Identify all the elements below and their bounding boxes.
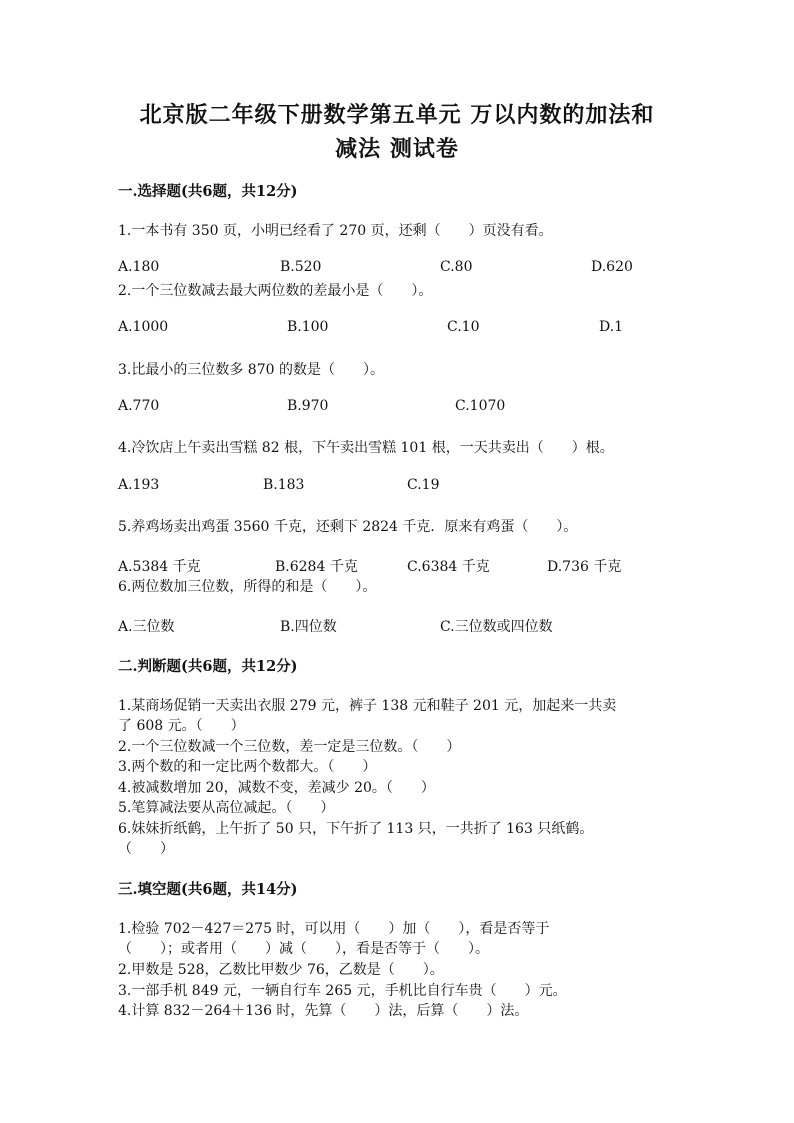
fill-line: 2.甲数是 528，乙数比甲数少 76，乙数是（ ）。 xyxy=(118,962,444,978)
fill-line: 3.一部手机 849 元，一辆自行车 265 元，手机比自行车贵（ ）元。 xyxy=(118,983,567,999)
question-stem: 6.两位数加三位数，所得的和是（ ）。 xyxy=(118,579,377,595)
judge-line: 了 608 元。（ ） xyxy=(118,718,245,734)
option: B.520 xyxy=(280,259,322,275)
option: D.1 xyxy=(599,319,624,335)
judge-line: 6.妹妹折纸鹤，上午折了 50 只，下午折了 113 只，一共折了 163 只纸鹤。 xyxy=(118,821,594,837)
exam-title-line1: 北京版二年级下册数学第五单元 万以内数的加法和 xyxy=(139,102,655,128)
question-stem: 3.比最小的三位数多 870 的数是（ ）。 xyxy=(118,362,384,378)
option: A.180 xyxy=(118,259,160,275)
section-heading-choice: 一.选择题(共6题，共12分) xyxy=(118,183,298,200)
option: D.620 xyxy=(591,259,633,275)
section-heading-fill: 三.填空题(共6题，共14分) xyxy=(118,881,298,898)
option: B.四位数 xyxy=(280,619,337,635)
question-stem: 5.养鸡场卖出鸡蛋 3560 千克，还剩下 2824 千克．原来有鸡蛋（ ）。 xyxy=(118,519,578,535)
judge-line: 3.两个数的和一定比两个数都大。（ ） xyxy=(118,759,377,775)
option: B.6284 千克 xyxy=(275,559,358,575)
question-stem: 1.一本书有 350 页，小明已经看了 270 页，还剩（ ）页没有看。 xyxy=(118,223,553,239)
option: A.193 xyxy=(118,477,160,493)
option: A.770 xyxy=(118,398,160,414)
option: D.736 千克 xyxy=(547,559,622,575)
judge-line: 5.笔算减法要从高位减起。（ ） xyxy=(118,800,335,816)
option: A.三位数 xyxy=(118,619,175,635)
fill-line: 1.检验 702－427＝275 时，可以用（ ）加（ ），看是否等于 xyxy=(118,921,550,937)
option: C.19 xyxy=(407,477,440,493)
option: B.970 xyxy=(287,398,329,414)
option: B.100 xyxy=(287,319,329,335)
option: C.10 xyxy=(447,319,480,335)
judge-line: 1.某商场促销一天卖出衣服 279 元，裤子 138 元和鞋子 201 元，加起来一共卖 xyxy=(118,698,617,714)
fill-line: （ ）；或者用（ ）减（ ），看是否等于（ ）。 xyxy=(118,941,489,957)
option: C.80 xyxy=(440,259,473,275)
option: A.1000 xyxy=(118,319,169,335)
option: A.5384 千克 xyxy=(118,559,201,575)
option: B.183 xyxy=(263,477,305,493)
section-heading-judge: 二.判断题(共6题，共12分) xyxy=(118,658,298,675)
exam-title-line2: 减法 测试卷 xyxy=(335,136,459,162)
judge-line: 2.一个三位数减一个三位数，差一定是三位数。（ ） xyxy=(118,739,461,755)
judge-line: 4.被减数增加 20，减数不变，差减少 20。（ ） xyxy=(118,780,435,796)
judge-line: （ ） xyxy=(118,841,174,857)
question-stem: 2.一个三位数减去最大两位数的差最小是（ ）。 xyxy=(118,283,433,299)
option: C.1070 xyxy=(455,398,506,414)
question-stem: 4.冷饮店上午卖出雪糕 82 根，下午卖出雪糕 101 根，一天共卖出（ ）根。 xyxy=(118,440,614,456)
option: C.三位数或四位数 xyxy=(440,619,553,635)
option: C.6384 千克 xyxy=(407,559,490,575)
fill-line: 4.计算 832－264＋136 时，先算（ ）法，后算（ ）法。 xyxy=(118,1003,529,1019)
